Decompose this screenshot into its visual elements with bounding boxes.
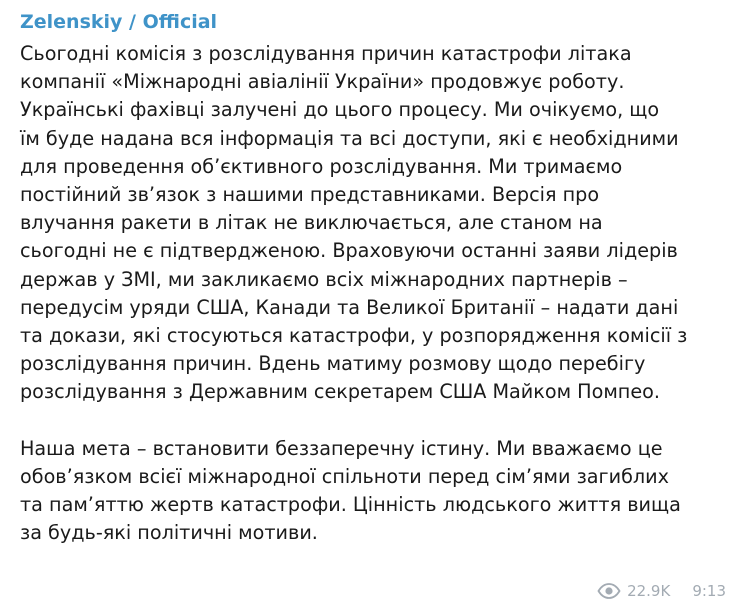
eye-icon xyxy=(597,583,621,599)
paragraph-spacer xyxy=(20,406,730,434)
message-paragraph xyxy=(20,40,730,406)
message-line: сьогодні не є підтвердженою. Враховуючи останні заяви лідерів xyxy=(20,239,678,263)
message-line: Наша мета – встановити беззаперечну істину. Ми вважаємо це xyxy=(20,436,663,460)
message-paragraph xyxy=(20,435,730,548)
message-line: влучання ракети в літак не виключається, але станом на xyxy=(20,211,603,235)
message-line: Сьогодні комісія з розслідування причин катастрофи літака xyxy=(20,42,632,65)
channel-name[interactable]: Zelenskiy / Official xyxy=(20,11,218,33)
message-line: компанії «Міжнародні авіалінії України» продовжує роботу. xyxy=(20,70,625,94)
message-line: Українські фахівці залучені до цього процесу. Ми очікуємо, що xyxy=(20,98,660,122)
message-line: обов’язком всієї міжнародної спільноти перед сім’ями загиблих xyxy=(20,464,670,488)
message-line: постійний зв’язок з нашими представниками. Версія про xyxy=(20,182,600,206)
message-line: держав у ЗМІ, ми закликаємо всіх міжнародних партнерів – xyxy=(20,267,628,291)
message-line: та докази, які стосуються катастрофи, у розпорядження комісії з xyxy=(20,323,688,347)
message-line: за будь-які політичні мотиви. xyxy=(20,521,318,545)
message-meta xyxy=(597,580,726,602)
message-time: 9:13 xyxy=(692,582,726,600)
message-line: розслідування з Державним секретарем США Майком Помпео. xyxy=(20,380,660,404)
message-line: та пам’яттю жертв катастрофи. Цінність людського життя вища xyxy=(20,493,681,516)
view-count: 22.9K xyxy=(627,582,671,600)
message-line: для проведення об’єктивного розслідування. Ми тримаємо xyxy=(20,154,623,178)
message-line: передусім уряди США, Канади та Великої Британії – надати дані xyxy=(20,295,679,319)
message-line: розслідування причин. Вдень матиму розмову щодо перебігу xyxy=(20,352,646,376)
message-line: їм буде надана вся інформація та всі доступи, які є необхідними xyxy=(20,126,679,150)
message-text xyxy=(20,40,730,547)
